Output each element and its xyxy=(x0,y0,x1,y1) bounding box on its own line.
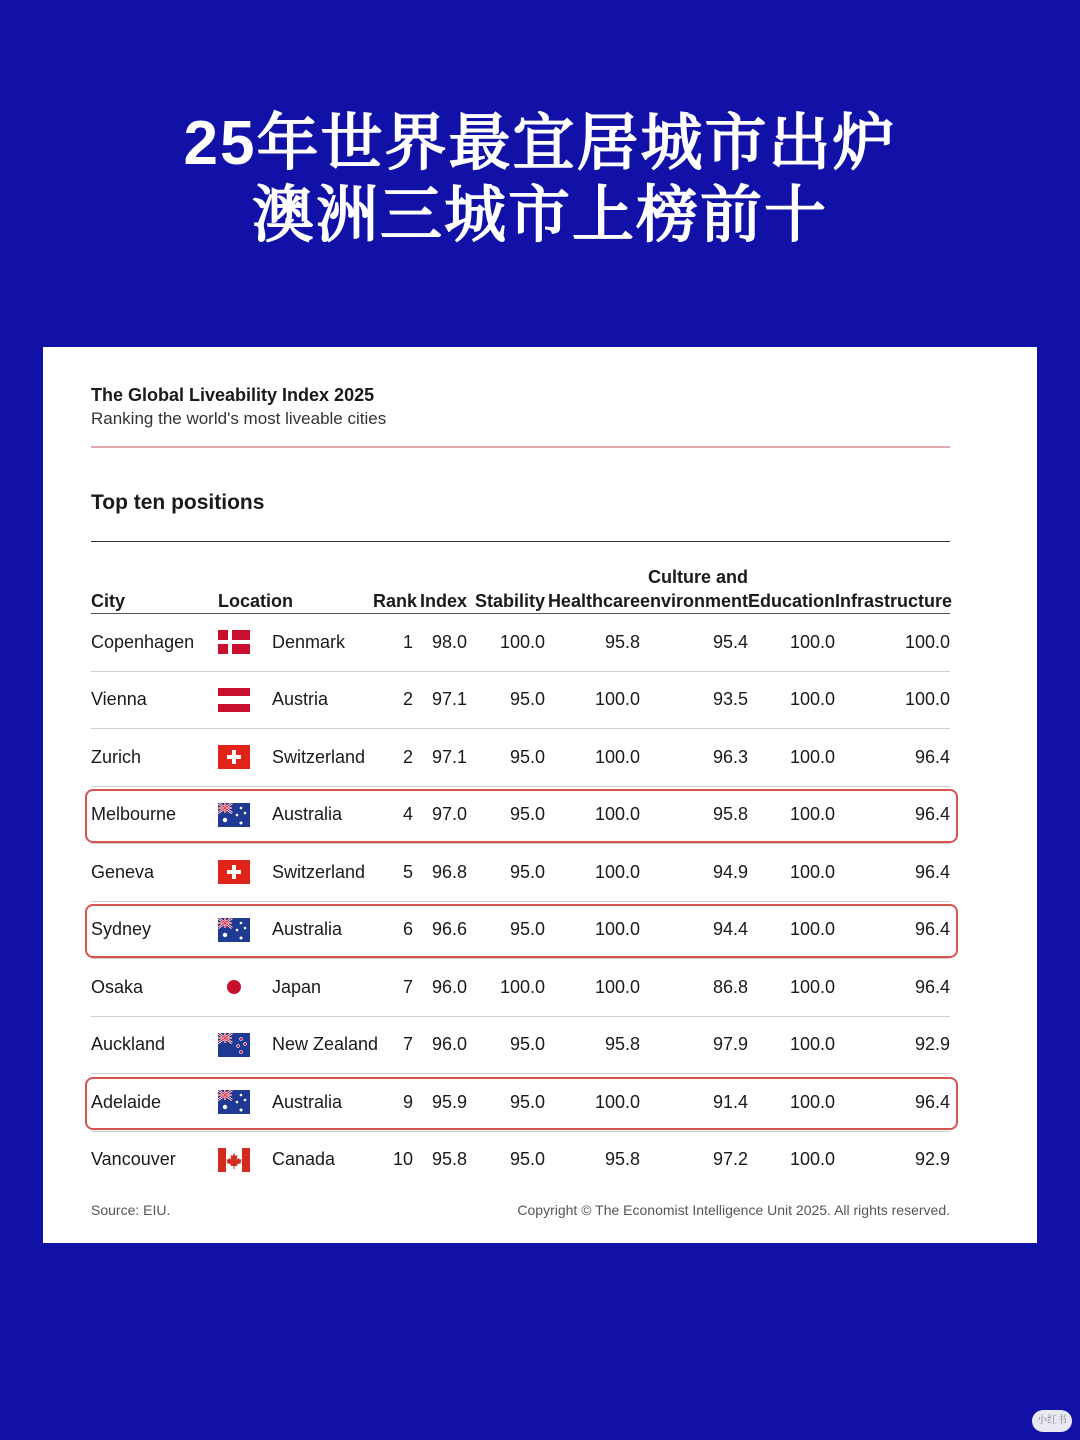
city-cell: Sydney xyxy=(91,901,218,959)
location-cell xyxy=(218,844,373,902)
col-header-city: City xyxy=(91,549,218,614)
culture-cell: 91.4 xyxy=(640,1074,748,1132)
table-row xyxy=(91,671,950,729)
australia-flag-icon xyxy=(218,1090,250,1114)
new-zealand-flag-icon xyxy=(218,1033,250,1057)
card-content xyxy=(91,383,953,1170)
location-wrap xyxy=(218,918,373,942)
location-cell xyxy=(218,671,373,729)
healthcare-cell: 95.8 xyxy=(604,1149,640,1170)
infrastructure-cell: 92.9 xyxy=(914,1149,950,1170)
city-cell: Auckland xyxy=(91,1016,218,1074)
australia-flag-icon xyxy=(218,803,250,827)
city-cell: Zurich xyxy=(91,729,218,787)
table-row xyxy=(91,729,950,787)
col-header-index: Index xyxy=(413,549,467,614)
stability-cell: 100.0 xyxy=(467,959,545,1017)
location-name: Canada xyxy=(272,1149,336,1170)
location-cell xyxy=(218,959,373,1017)
source-note: Source: EIU. xyxy=(91,1202,171,1218)
location-wrap xyxy=(218,975,373,999)
location-cell xyxy=(218,786,373,844)
table-header-row xyxy=(91,549,950,614)
location-name: Japan xyxy=(272,976,322,997)
culture-cell: 96.3 xyxy=(640,729,748,787)
culture-cell: 93.5 xyxy=(640,671,748,729)
section-title: Top ten positions xyxy=(91,491,265,514)
location-cell xyxy=(218,1016,379,1074)
headline-line-2: 澳洲三城市上榜前十 xyxy=(251,181,828,250)
austria-flag-icon xyxy=(218,688,250,712)
location-cell xyxy=(218,1074,373,1132)
city-cell: Copenhagen xyxy=(91,614,218,672)
healthcare-cell: 100.0 xyxy=(545,844,640,902)
australia-flag-icon xyxy=(218,918,250,942)
healthcare-cell: 100.0 xyxy=(545,959,640,1017)
education-cell: 100.0 xyxy=(748,1016,835,1074)
healthcare-cell: 100.0 xyxy=(545,729,640,787)
section-divider xyxy=(91,541,950,542)
location-name: Austria xyxy=(272,689,329,710)
healthcare-cell: 95.8 xyxy=(545,614,640,672)
col-header-rank: Rank xyxy=(373,549,413,614)
culture-cell: 97.2 xyxy=(712,1149,748,1170)
location-wrap xyxy=(218,1033,379,1057)
stability-cell: 95.0 xyxy=(467,1016,545,1074)
table-row xyxy=(91,614,950,672)
location-cell xyxy=(218,1131,373,1188)
index-cell: 95.9 xyxy=(413,1074,467,1132)
rank-cell: 1 xyxy=(373,614,413,672)
infrastructure-cell: 100.0 xyxy=(835,671,950,729)
education-cell: 100.0 xyxy=(748,671,835,729)
stability-cell: 95.0 xyxy=(467,671,545,729)
city-cell: Adelaide xyxy=(91,1074,218,1132)
watermark-badge: 小红书 xyxy=(1032,1410,1072,1432)
city-cell: Osaka xyxy=(91,959,218,1017)
location-wrap xyxy=(218,630,373,654)
healthcare-cell: 100.0 xyxy=(545,786,640,844)
index-cell: 97.1 xyxy=(413,729,467,787)
stability-cell: 95.0 xyxy=(467,729,545,787)
infrastructure-cell: 92.9 xyxy=(835,1016,950,1074)
stability-cell: 100.0 xyxy=(467,614,545,672)
index-cell: 96.0 xyxy=(413,959,467,1017)
culture-cell: 95.8 xyxy=(640,786,748,844)
infrastructure-cell: 96.4 xyxy=(835,844,950,902)
infrastructure-cell: 96.4 xyxy=(835,729,950,787)
location-name: New Zealand xyxy=(272,1034,379,1055)
education-cell: 100.0 xyxy=(748,729,835,787)
table-row xyxy=(91,786,950,844)
education-cell: 100.0 xyxy=(748,844,835,902)
col-header-healthcare: Healthcare xyxy=(545,549,640,614)
culture-cell: 86.8 xyxy=(640,959,748,1017)
rank-cell: 7 xyxy=(373,1016,413,1074)
healthcare-cell: 95.8 xyxy=(545,1016,640,1074)
education-cell: 100.0 xyxy=(748,901,835,959)
table-row xyxy=(91,901,950,959)
index-cell: 97.1 xyxy=(413,671,467,729)
infrastructure-cell: 100.0 xyxy=(835,614,950,672)
location-wrap xyxy=(218,1090,373,1114)
col-header-culture xyxy=(640,549,748,614)
infrastructure-cell: 96.4 xyxy=(835,1074,950,1132)
rank-cell: 2 xyxy=(373,729,413,787)
city-cell: Geneva xyxy=(91,844,218,902)
culture-cell: 94.9 xyxy=(640,844,748,902)
education-cell: 100.0 xyxy=(748,614,835,672)
healthcare-cell: 100.0 xyxy=(545,901,640,959)
city-cell: Vienna xyxy=(91,671,218,729)
rank-cell: 7 xyxy=(373,959,413,1017)
switzerland-flag-icon xyxy=(218,745,250,769)
location-wrap xyxy=(218,860,373,884)
city-cell: Melbourne xyxy=(91,786,218,844)
rank-cell: 6 xyxy=(373,901,413,959)
index-cell: 96.8 xyxy=(413,844,467,902)
infrastructure-cell: 96.4 xyxy=(835,901,950,959)
rank-cell: 10 xyxy=(392,1149,413,1170)
education-cell: 100.0 xyxy=(748,786,835,844)
copyright-note: Copyright © The Economist Intelligence Unit 2025. All rights reserved. xyxy=(517,1202,950,1218)
index-cell: 95.8 xyxy=(431,1149,467,1170)
education-cell: 100.0 xyxy=(748,1074,835,1132)
headline-line-1: 25年世界最宜居城市出炉 xyxy=(183,109,897,178)
rank-cell: 5 xyxy=(373,844,413,902)
col-header-culture-label xyxy=(640,567,748,611)
infrastructure-cell: 96.4 xyxy=(835,959,950,1017)
location-name: Australia xyxy=(272,919,343,940)
location-name: Denmark xyxy=(272,631,346,652)
stability-cell: 95.0 xyxy=(467,901,545,959)
index-card xyxy=(43,347,1037,1243)
location-wrap xyxy=(218,1148,373,1172)
col-header-stability: Stability xyxy=(467,549,545,614)
table-row xyxy=(91,844,950,902)
healthcare-cell: 100.0 xyxy=(545,671,640,729)
ranking-table xyxy=(91,549,953,1188)
culture-cell: 94.4 xyxy=(640,901,748,959)
city-cell: Vancouver xyxy=(91,1149,176,1170)
denmark-flag-icon xyxy=(218,630,250,654)
index-cell: 96.6 xyxy=(413,901,467,959)
card-title: The Global Liveability Index 2025 xyxy=(91,385,375,405)
culture-cell: 95.4 xyxy=(640,614,748,672)
location-cell xyxy=(218,901,373,959)
switzerland-flag-icon xyxy=(218,860,250,884)
index-cell: 98.0 xyxy=(413,614,467,672)
index-cell: 96.0 xyxy=(413,1016,467,1074)
culture-header-line-2: environment xyxy=(640,591,749,611)
table-row xyxy=(91,1074,950,1132)
index-cell: 97.0 xyxy=(413,786,467,844)
rank-cell: 9 xyxy=(373,1074,413,1132)
rank-cell: 2 xyxy=(373,671,413,729)
table-row xyxy=(91,959,950,1017)
japan-flag-icon xyxy=(218,975,250,999)
canada-flag-icon xyxy=(218,1148,250,1172)
headline xyxy=(0,108,1080,252)
location-name: Australia xyxy=(272,804,343,825)
location-cell xyxy=(218,729,373,787)
card-footer xyxy=(91,1202,950,1218)
stability-cell: 95.0 xyxy=(467,1074,545,1132)
education-cell: 100.0 xyxy=(789,1149,835,1170)
col-header-infrastructure: Infrastructure xyxy=(835,549,950,614)
stability-cell: 95.0 xyxy=(509,1149,545,1170)
education-cell: 100.0 xyxy=(748,959,835,1017)
rank-cell: 4 xyxy=(373,786,413,844)
table-row xyxy=(91,1016,950,1074)
location-name: Switzerland xyxy=(272,746,366,767)
stability-cell: 95.0 xyxy=(467,844,545,902)
healthcare-cell: 100.0 xyxy=(545,1074,640,1132)
location-name: Switzerland xyxy=(272,861,366,882)
table-row xyxy=(91,1131,950,1188)
stability-cell: 95.0 xyxy=(467,786,545,844)
location-wrap xyxy=(218,745,373,769)
location-wrap xyxy=(218,803,373,827)
col-header-education: Education xyxy=(748,549,835,614)
culture-header-line-1: Culture and xyxy=(647,567,748,587)
culture-cell: 97.9 xyxy=(640,1016,748,1074)
card-subtitle: Ranking the world's most liveable cities xyxy=(91,409,387,428)
col-header-location: Location xyxy=(218,549,373,614)
location-name: Australia xyxy=(272,1091,343,1112)
infrastructure-cell: 96.4 xyxy=(835,786,950,844)
title-divider xyxy=(91,446,950,448)
location-wrap xyxy=(218,688,373,712)
location-cell xyxy=(218,614,373,672)
